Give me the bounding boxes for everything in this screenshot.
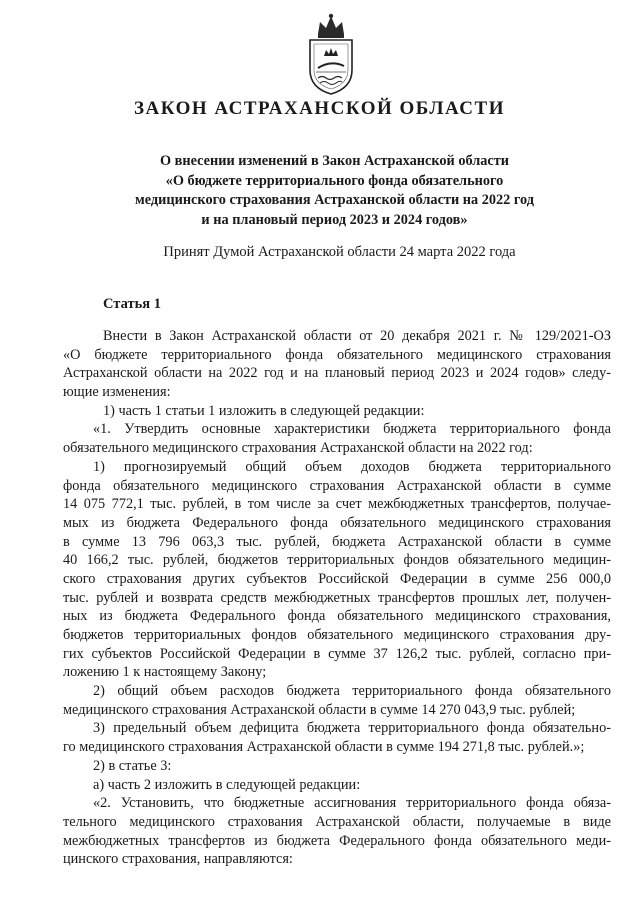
body-line: 14 075 772,1 тыс. рублей, в том числе за счет межбюджетных трансфертов, получае-	[63, 496, 611, 513]
body-line: а) часть 2 изложить в следующей редакции:	[93, 776, 361, 793]
body-line: ложению 1 к настоящему Закону;	[63, 664, 267, 681]
body-line: фонда обязательного медицинского страхования Астраханской области в сумме	[63, 477, 611, 494]
body-line: тельного медицинского страхования Астраханской области, получаемые в виде	[63, 813, 611, 830]
law-title: ЗАКОН АСТРАХАНСКОЙ ОБЛАСТИ	[134, 98, 505, 119]
body-line: 40 166,2 тыс. рублей, бюджетов территориальных фондов обязательного медицин-	[63, 552, 611, 569]
article-body	[63, 327, 611, 869]
subtitle-line: О внесении изменений в Закон Астраханской области	[159, 153, 510, 169]
law-subtitle	[60, 152, 609, 230]
body-line: бюджетов территориальных фондов обязательного медицинского страхования дру-	[63, 627, 611, 643]
subtitle-line: медицинского страхования Астраханской области на 2022 год	[134, 192, 534, 208]
body-line: тыс. рублей и возврата средств межбюджетных трансфертов прошлых лет, получен-	[63, 589, 611, 606]
body-line: в сумме 13 796 063,3 тыс. рублей, бюджета Астраханской области в сумме	[63, 533, 611, 550]
body-line: Внести в Закон Астраханской области от 20 декабря 2021 г. № 129/2021-ОЗ	[103, 328, 611, 344]
body-line: ющие изменения:	[63, 384, 171, 401]
article-heading: Статья 1	[103, 296, 161, 312]
body-line: 3) предельный объем дефицита бюджета территориального фонда обязательно-	[93, 720, 611, 737]
body-line: «О бюджете территориального фонда обязательного медицинского страхования	[63, 346, 611, 363]
body-line: цинского страхования, направляются:	[63, 851, 293, 868]
body-line: 1) часть 1 статьи 1 изложить в следующей редакции:	[103, 402, 425, 419]
body-line: ского страхования других субъектов Российской Федерации в сумме 256 000,0	[63, 570, 611, 587]
body-line: мых из бюджета Федерального фонда обязательного медицинского страхования	[63, 514, 611, 531]
subtitle-line: «О бюджете территориального фонда обязательного	[165, 172, 504, 189]
body-line: 2) в статье 3:	[93, 757, 172, 774]
subtitle-line: и на плановый период 2023 и 2024 годов»	[201, 211, 468, 228]
body-line: гих субъектов Российской Федерации в сумме 37 126,2 тыс. рублей, согласно при-	[63, 645, 611, 662]
astrakhan-coat-of-arms-icon	[296, 12, 366, 96]
body-line: «2. Установить, что бюджетные ассигнования территориального фонда обяза-	[93, 795, 611, 812]
body-line: ных из бюджета Федерального фонда обязательного медицинского страхования,	[63, 608, 611, 625]
body-line: «1. Утвердить основные характеристики бюджета территориального фонда	[93, 421, 611, 438]
body-line: го медицинского страхования Астраханской области в сумме 194 271,8 тыс. рублей.»;	[63, 739, 585, 756]
body-line: межбюджетных трансфертов из бюджета Федерального фонда обязательного меди-	[63, 832, 611, 849]
body-line: 2) общий объем расходов бюджета территориального фонда обязательного	[93, 683, 611, 700]
body-line: обязательного медицинского страхования Астраханской области на 2022 год:	[63, 440, 533, 457]
body-line: 1) прогнозируемый общий объем доходов бюджета территориального	[93, 458, 611, 475]
body-line: медицинского страхования Астраханской области в сумме 14 270 043,9 тыс. рублей;	[63, 701, 576, 718]
adoption-note: Принят Думой Астраханской области 24 марта 2022 года	[163, 244, 516, 260]
body-line: Астраханской области на 2022 год и на плановый период 2023 и 2024 годов» следу-	[63, 365, 611, 382]
